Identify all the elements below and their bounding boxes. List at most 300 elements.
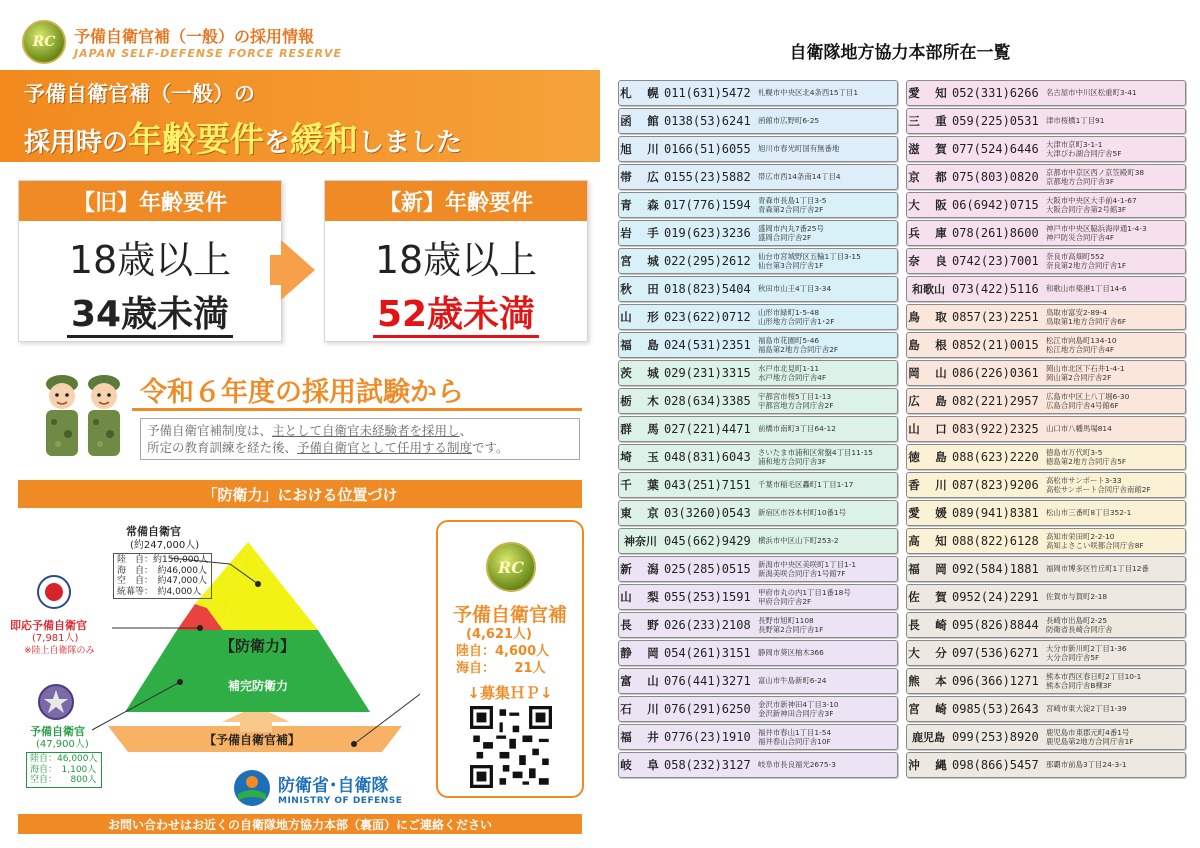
mod-text [278, 771, 402, 806]
office-row [906, 752, 1186, 778]
office-phone[interactable]: 095(826)8844 [952, 617, 1039, 632]
office-address-line: 松山市三番町8丁目352-1 [1046, 508, 1132, 518]
office-phone[interactable]: 045(662)9429 [664, 533, 751, 548]
new-req-min: 18歳以上 [374, 238, 538, 282]
old-req-max-value: 34歳未満 [67, 294, 233, 338]
office-address [758, 760, 897, 769]
office-prefecture: 千 葉 [620, 477, 661, 492]
office-address-line: 京都地方合同庁舎3F [1046, 176, 1115, 186]
office-prefecture: 徳 島 [908, 449, 949, 464]
office-prefecture: 岐 阜 [620, 757, 661, 772]
office-address-line: 宇都宮地方合同庁舎2F [758, 400, 834, 410]
office-address [1046, 140, 1185, 158]
mod-emblem-icon [232, 768, 272, 808]
office-row [906, 556, 1186, 582]
office-phone[interactable]: 096(366)1271 [952, 673, 1039, 688]
office-phone[interactable]: 083(922)2325 [952, 421, 1039, 436]
office-phone[interactable]: 088(623)2220 [952, 449, 1039, 464]
office-phone[interactable]: 011(631)5472 [664, 85, 751, 100]
age-relaxed-banner [0, 70, 600, 162]
office-address-line: 仙台市宮城野区五輪1丁目3-15 [758, 251, 861, 261]
office-prefecture: 岡 山 [908, 365, 949, 380]
office-row [906, 360, 1186, 386]
office-phone[interactable]: 092(584)1881 [952, 561, 1039, 576]
regular-line: 海 自： 約46,000人 [117, 565, 207, 576]
office-phone[interactable]: 0138(53)6241 [664, 113, 751, 128]
soldiers-illustration-icon [38, 364, 130, 460]
banner-part-c: を [264, 128, 291, 158]
office-prefecture: 群 馬 [620, 421, 661, 436]
old-req-min: 18歳以上 [68, 238, 232, 282]
heading-underline [132, 408, 582, 411]
office-address-line: 岡山第2合同庁舎2F [1046, 372, 1112, 382]
office-row [618, 724, 898, 750]
mod-jp: 防衛省･自衛隊 [278, 775, 389, 796]
office-phone[interactable]: 078(261)8600 [952, 225, 1039, 240]
office-row [906, 696, 1186, 722]
regular-title: 常備自衛官 [126, 525, 181, 538]
office-address-line: 山形市緑町1-5-48 [758, 307, 820, 317]
office-address-line: 宇都宮市桜5丁目1-13 [758, 391, 832, 401]
office-row [618, 416, 898, 442]
office-row [906, 444, 1186, 470]
office-phone[interactable]: 0985(53)2643 [952, 701, 1039, 716]
office-address-line: 広島市中区上八丁堀6-30 [1046, 391, 1130, 401]
office-phone[interactable]: 099(253)8920 [952, 729, 1039, 744]
new-req-max-value: 52歳未満 [373, 294, 539, 338]
reserve-line: 海自： 1,100人 [30, 764, 97, 775]
ready-reserve-title: 即応予備自衛官 [10, 619, 87, 632]
office-prefecture: 奈 良 [908, 253, 949, 268]
old-req-max [19, 286, 281, 337]
office-phone[interactable]: 027(221)4471 [664, 421, 751, 436]
office-row [906, 164, 1186, 190]
header-text [74, 24, 342, 60]
office-row [618, 220, 898, 246]
desc-a: 予備自衛官補制度は、 [147, 423, 273, 438]
office-row [618, 696, 898, 722]
office-address-line: 高知よさこい咲都合同庁舎8F [1046, 540, 1144, 550]
office-prefecture: 岩 手 [620, 225, 661, 240]
office-address [1046, 364, 1185, 382]
office-row [906, 332, 1186, 358]
office-prefecture: 山 形 [620, 309, 661, 324]
office-address-line: 福井市春山1丁目1-54 [758, 727, 832, 737]
office-row [618, 304, 898, 330]
office-address-line: 鳥取第1地方合同庁舎6F [1046, 316, 1127, 326]
office-row [906, 528, 1186, 554]
office-address-line: 和歌山市築港1丁目14-6 [1046, 284, 1127, 294]
office-address-line: 福島市花園町5-46 [758, 335, 820, 345]
office-phone[interactable]: 043(251)7151 [664, 477, 751, 492]
office-prefecture: 沖 縄 [908, 757, 949, 772]
office-prefecture: 長 野 [620, 617, 661, 632]
office-prefecture: 山 口 [908, 421, 949, 436]
office-address [1046, 168, 1185, 186]
hp-title: 予備自衛官補 [452, 604, 567, 626]
office-address [1046, 224, 1185, 242]
office-prefecture: 石 川 [620, 701, 661, 716]
office-address-line: 仙台第3合同庁舎1F [758, 260, 824, 270]
office-address-line: 佐賀市与賀町2-18 [1046, 592, 1108, 602]
office-row [906, 416, 1186, 442]
banner-part-a: 採用時の [24, 128, 129, 158]
desc-b: 主として自衛官未経験者を採用し [272, 423, 460, 438]
office-row [618, 360, 898, 386]
regular-line: 空 自： 約47,000人 [117, 576, 207, 586]
directory-column-left [618, 80, 898, 780]
office-address [758, 424, 897, 433]
office-phone[interactable]: 06(6942)0715 [952, 197, 1039, 212]
office-phone[interactable]: 0166(51)6055 [664, 141, 751, 156]
office-address [1046, 308, 1185, 326]
office-prefecture: 神奈川 [624, 534, 657, 548]
defense-pyramid-diagram [0, 512, 420, 762]
office-address [758, 536, 897, 545]
office-prefecture: 福 岡 [908, 561, 949, 576]
office-address-line: 甲府合同庁舎2F [758, 596, 812, 606]
office-row [618, 444, 898, 470]
right-arrow-icon [281, 240, 315, 300]
office-phone[interactable]: 029(231)3315 [664, 365, 751, 380]
office-prefecture: 三 重 [908, 113, 949, 128]
directory-title: 自衛隊地方協力本部所在一覧 [789, 43, 1011, 63]
office-phone[interactable]: 022(295)2612 [664, 253, 751, 268]
office-address-line: 大津びわ湖合同庁舎5F [1046, 148, 1122, 158]
office-address [1046, 592, 1185, 601]
ready-reserve-total: (7,981人) [32, 633, 79, 644]
office-address [758, 252, 897, 270]
office-address-line: 鳥取市富安2-89-4 [1046, 307, 1108, 317]
office-address-line: 福岡市博多区竹丘町1丁目12番 [1046, 564, 1149, 574]
office-address-line: 盛岡合同庁舎2F [758, 232, 812, 242]
rc-emblem-icon [22, 20, 66, 64]
office-prefecture: 鹿児島 [912, 730, 945, 744]
office-phone[interactable]: 0776(23)1910 [664, 729, 751, 744]
office-address-line: 福島第2地方合同庁舎2F [758, 344, 839, 354]
office-address-line: 熊本合同庁舎B棟3F [1046, 680, 1112, 690]
office-row [906, 276, 1186, 302]
office-phone[interactable]: 075(803)0820 [952, 169, 1039, 184]
hp-ground: 陸自：4,600人 [456, 644, 550, 659]
office-address-line: 奈良市高畑町552 [1046, 251, 1105, 261]
office-row [618, 136, 898, 162]
office-address [758, 676, 897, 685]
office-row [618, 164, 898, 190]
office-address-line: 宮崎市東大淀2丁目1-39 [1046, 704, 1127, 714]
rc-emblem-text: RC [32, 34, 56, 50]
regular-line: 陸 自：約150,000人 [117, 555, 209, 565]
office-address-line: 高知市栄田町2-2-10 [1046, 531, 1115, 541]
office-row [618, 108, 898, 134]
office-address [1046, 564, 1185, 573]
office-row [618, 584, 898, 610]
office-address-line: 大分合同庁舎5F [1046, 652, 1100, 662]
office-address [1046, 508, 1185, 517]
office-prefecture: 函 館 [620, 113, 661, 128]
office-prefecture: 茨 城 [620, 365, 661, 380]
office-address [758, 392, 897, 410]
office-address-line: 徳島第2地方合同庁舎5F [1046, 456, 1127, 466]
office-address [1046, 88, 1185, 97]
candidate-label: 【予備自衛官補】 [204, 733, 301, 747]
office-address-line: 浦和地方合同庁舎3F [758, 456, 827, 466]
regular-total: (約247,000人) [130, 540, 200, 551]
office-address [1046, 252, 1185, 270]
office-phone[interactable]: 0952(24)2291 [952, 589, 1039, 604]
bouei-label: 【防衛力】 [220, 637, 296, 655]
office-prefecture: 福 島 [620, 337, 661, 352]
office-phone[interactable]: 086(226)0361 [952, 365, 1039, 380]
office-row [618, 192, 898, 218]
office-phone[interactable]: 023(622)0712 [664, 309, 751, 324]
office-row [906, 304, 1186, 330]
office-row [618, 752, 898, 778]
office-phone[interactable]: 076(441)3271 [664, 673, 751, 688]
office-address-line: さいたま市浦和区常盤4丁目11-15 [758, 447, 873, 457]
office-phone[interactable]: 076(291)6250 [664, 701, 751, 716]
office-prefecture: 旭 川 [620, 141, 661, 156]
banner-line2 [24, 112, 462, 161]
office-address [1046, 424, 1185, 433]
office-row [618, 500, 898, 526]
office-address-line: 長崎市出島町2-25 [1046, 615, 1108, 625]
office-address [758, 284, 897, 293]
office-prefecture: 秋 田 [620, 281, 661, 296]
office-prefecture: 大 阪 [908, 197, 949, 212]
office-phone[interactable]: 024(531)2351 [664, 337, 751, 352]
office-address [758, 508, 897, 517]
office-row [906, 108, 1186, 134]
office-phone[interactable]: 0742(23)7001 [952, 253, 1039, 268]
office-prefecture: 鳥 取 [908, 309, 949, 324]
office-address-line: 福井春山合同庁舎10F [758, 736, 831, 746]
office-row [906, 136, 1186, 162]
office-phone[interactable]: 026(233)2108 [664, 617, 751, 632]
ready-reserve-note: ※陸上自衛隊のみ [24, 646, 95, 656]
office-address [758, 560, 897, 578]
office-address [758, 88, 897, 97]
office-address [1046, 336, 1185, 354]
office-address [758, 616, 897, 634]
office-row [906, 668, 1186, 694]
office-address [1046, 116, 1185, 125]
office-address-line: 鹿児島第2地方合同庁舎1F [1046, 736, 1134, 746]
office-row [618, 276, 898, 302]
office-address [1046, 728, 1185, 746]
banner-part-e: しました [358, 128, 463, 158]
office-address-line: 大分市新川町2丁目1-36 [1046, 643, 1127, 653]
office-address [1046, 392, 1185, 410]
office-row [906, 724, 1186, 750]
office-phone[interactable]: 048(831)6043 [664, 449, 751, 464]
old-age-requirement [18, 180, 282, 342]
mod-en: MINISTRY OF DEFENSE [278, 795, 403, 806]
office-phone[interactable]: 054(261)3151 [664, 645, 751, 660]
office-address-line: 熊本市西区春日町2丁目10-1 [1046, 671, 1142, 681]
reserve-total: (47,900人) [36, 739, 89, 750]
office-address-line: 山口市八幡馬場814 [1046, 424, 1112, 434]
office-prefecture: 帯 広 [620, 169, 661, 184]
office-address [758, 700, 897, 718]
office-address-line: 防衛省長崎合同庁舎 [1046, 624, 1113, 634]
office-row [618, 472, 898, 498]
reserve-line: 陸自：46,000人 [30, 754, 98, 764]
office-address [758, 336, 897, 354]
ministry-of-defense-logo [232, 766, 402, 810]
office-phone[interactable]: 059(225)0531 [952, 113, 1039, 128]
office-row [906, 612, 1186, 638]
office-prefecture: 埼 玉 [620, 449, 661, 464]
office-address [758, 116, 897, 125]
office-address-line: 函館市広野町6-25 [758, 116, 820, 126]
office-row [906, 220, 1186, 246]
office-prefecture: 宮 崎 [908, 701, 949, 716]
header-logo [22, 18, 342, 66]
desc-f: です。 [472, 440, 509, 455]
office-address [1046, 672, 1185, 690]
office-row [618, 668, 898, 694]
office-phone[interactable]: 058(232)3127 [664, 757, 751, 772]
office-phone[interactable]: 0852(21)0015 [952, 337, 1039, 352]
banner-line1: 予備自衛官補（一般）の [24, 82, 255, 106]
office-address-line: 岡山市北区下石井1-4-1 [1046, 363, 1125, 373]
office-address [1046, 476, 1185, 494]
office-prefecture: 香 川 [908, 477, 949, 492]
office-phone[interactable]: 0155(23)5882 [664, 169, 751, 184]
office-phone[interactable]: 0857(23)2251 [952, 309, 1039, 324]
office-prefecture: 熊 本 [908, 673, 949, 688]
hp-rc-emblem-icon [486, 542, 536, 592]
office-address [758, 648, 897, 657]
office-row [906, 248, 1186, 274]
directory-column-right [906, 80, 1186, 780]
office-prefecture: 愛 知 [908, 85, 949, 100]
office-address-line: 山形地方合同庁舎1･2F [758, 316, 835, 326]
office-address-line: 帯広市西14条南14丁目4 [758, 172, 841, 182]
office-row [906, 80, 1186, 106]
office-row [906, 388, 1186, 414]
reserve-breakdown [26, 752, 102, 788]
office-address [758, 448, 897, 466]
office-prefecture: 宮 城 [620, 253, 661, 268]
recruit-hp-link[interactable]: ↓募集ＨＰ↓ [467, 684, 553, 702]
office-address [758, 588, 897, 606]
office-phone[interactable]: 019(623)3236 [664, 225, 751, 240]
office-prefecture: 福 井 [620, 729, 661, 744]
office-row [618, 80, 898, 106]
office-address [758, 364, 897, 382]
old-req-header: 【旧】年齢要件 [19, 181, 281, 221]
office-prefecture: 栃 木 [620, 393, 661, 408]
office-prefecture: 島 根 [908, 337, 949, 352]
office-phone[interactable]: 087(823)9206 [952, 477, 1039, 492]
office-phone[interactable]: 03(3260)0543 [664, 505, 751, 520]
office-phone[interactable]: 088(822)6128 [952, 533, 1039, 548]
hokan-label: 補完防衛力 [228, 679, 289, 693]
desc-d: 所定の教育訓練を経た後、 [147, 440, 298, 455]
hp-rc-emblem-text: RC [497, 557, 525, 577]
system-description [140, 418, 580, 460]
office-address [1046, 284, 1185, 293]
office-address-line: 広島合同庁舎4号館6F [1046, 400, 1119, 410]
office-address-line: 新潟市中央区美咲町1丁目1-1 [758, 559, 857, 569]
office-phone[interactable]: 025(285)0515 [664, 561, 751, 576]
office-address-line: 新潟美咲合同庁舎1号館7F [758, 568, 846, 578]
office-address-line: 大阪合同庁舎第2号館3F [1046, 204, 1127, 214]
office-address-line: 横浜市中区山下町253-2 [758, 536, 839, 546]
office-address-line: 静岡市葵区柚木366 [758, 648, 824, 658]
office-row [618, 612, 898, 638]
office-address [1046, 616, 1185, 634]
office-row [906, 192, 1186, 218]
office-phone[interactable]: 082(221)2957 [952, 393, 1039, 408]
office-address-line: 徳島市万代町3-5 [1046, 447, 1103, 457]
office-prefecture: 愛 媛 [908, 505, 949, 520]
office-row [906, 584, 1186, 610]
office-address-line: 旭川市春光町国有無番地 [758, 144, 840, 154]
new-req-max [325, 286, 587, 337]
office-phone[interactable]: 098(866)5457 [952, 757, 1039, 772]
office-address-line: 千葉市稲毛区轟町1丁目1-17 [758, 480, 854, 490]
office-prefecture: 佐 賀 [908, 589, 949, 604]
office-address-line: 前橋市南町3丁目64-12 [758, 424, 836, 434]
office-address-line: 神戸防災合同庁舎4F [1046, 232, 1115, 242]
office-address-line: 新宿区市谷本村町10番1号 [758, 508, 847, 518]
office-phone[interactable]: 028(634)3385 [664, 393, 751, 408]
office-phone[interactable]: 017(776)1594 [664, 197, 751, 212]
office-prefecture: 兵 庫 [908, 225, 949, 240]
office-address [758, 308, 897, 326]
office-address-line: 名古屋市中川区松重町3-41 [1046, 88, 1137, 98]
office-phone[interactable]: 097(536)6271 [952, 645, 1039, 660]
office-address-line: 富山市牛島新町6-24 [758, 676, 827, 686]
office-phone[interactable]: 089(941)8381 [952, 505, 1039, 520]
office-address [1046, 196, 1185, 214]
office-address-line: 那覇市前島3丁目24-3-1 [1046, 760, 1127, 770]
reserve-line: 空自： 800人 [30, 775, 97, 785]
office-address-line: 高松市サンポート3-33 [1046, 475, 1122, 485]
office-prefecture: 大 分 [908, 645, 949, 660]
office-address-line: 青森第2合同庁舎2F [758, 204, 824, 214]
office-row [906, 472, 1186, 498]
office-address [1046, 760, 1185, 769]
office-address [758, 224, 897, 242]
office-phone[interactable]: 052(331)6266 [952, 85, 1039, 100]
office-prefecture: 新 潟 [620, 561, 661, 576]
office-prefecture: 静 岡 [620, 645, 661, 660]
office-address-line: 鹿児島市東郡元町4番1号 [1046, 727, 1130, 737]
hp-counts [456, 626, 549, 677]
new-age-requirement [324, 180, 588, 342]
office-prefecture: 広 島 [908, 393, 949, 408]
office-prefecture: 富 山 [620, 673, 661, 688]
office-phone[interactable]: 077(524)6446 [952, 141, 1039, 156]
office-row [618, 528, 898, 554]
office-address-line: 金沢新神田合同庁舎3F [758, 708, 834, 718]
office-row [618, 332, 898, 358]
office-phone[interactable]: 018(823)5404 [664, 281, 751, 296]
qr-code-icon[interactable] [470, 706, 552, 788]
office-phone[interactable]: 073(422)5116 [952, 281, 1039, 296]
office-prefecture: 和歌山 [912, 282, 945, 296]
office-address [1046, 704, 1185, 713]
office-address-line: 大津市京町3-1-1 [1046, 139, 1103, 149]
reserve-title: 予備自衛官 [30, 725, 85, 738]
office-phone[interactable]: 055(253)1591 [664, 589, 751, 604]
regular-line: 統幕等： 約4,000人 [117, 586, 202, 597]
office-address-line: 青森市長島1丁目3-5 [758, 195, 827, 205]
